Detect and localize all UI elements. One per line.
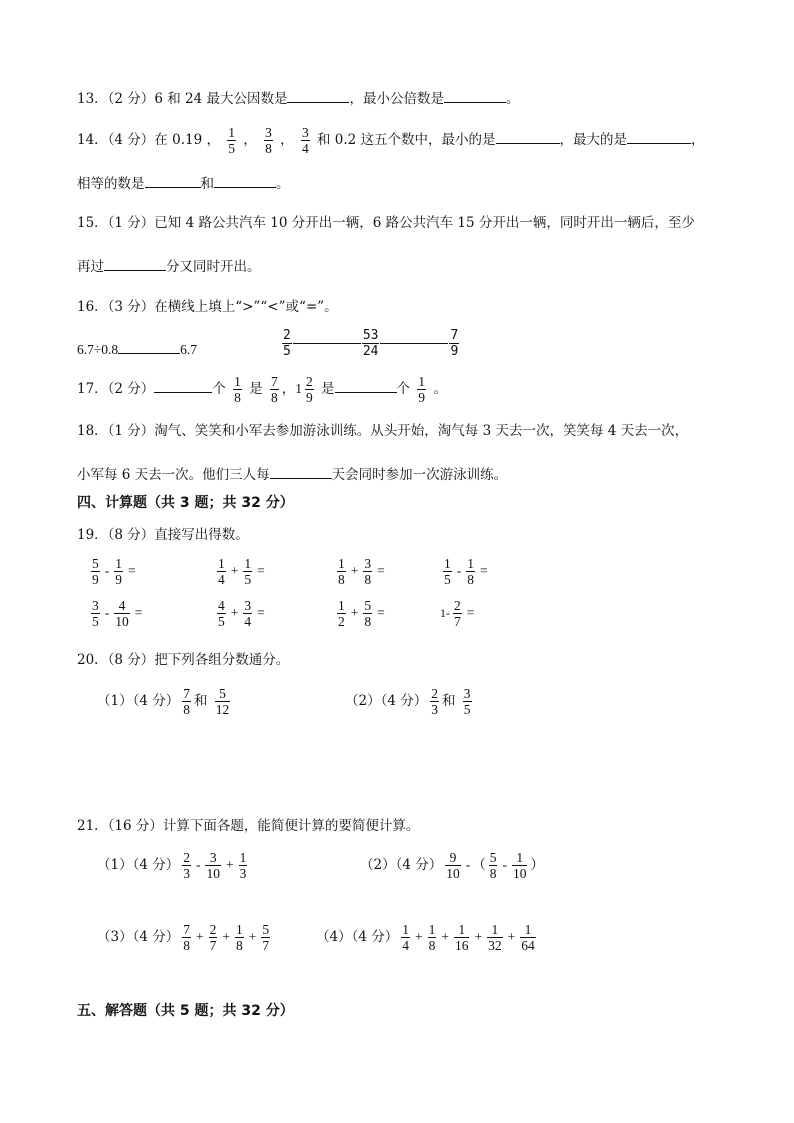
fraction: $\frac{2}{9}$	[305, 374, 313, 405]
section-heading: 四、计算题（共 3 题；共 32 分）	[77, 495, 294, 511]
fraction: $\frac{2}{5}$	[283, 328, 291, 359]
answer-blank[interactable]	[154, 378, 212, 393]
fraction: $\frac{53}{24}$	[362, 328, 379, 359]
fraction: $\frac{1}{9}$	[115, 556, 122, 587]
q20-part1: （1）（4 分） $\frac{7}{8}$ 和 $\frac{5}{12}$	[97, 686, 230, 717]
question-18-line2: 小军每 6 天去一次。他们三人每 天会同时参加一次游泳训练。	[77, 464, 507, 484]
compare-b	[282, 326, 459, 360]
question-14-line2: 相等的数是 和 。	[77, 173, 290, 193]
fraction: $\frac{3}{5}$	[92, 598, 99, 629]
answer-blank[interactable]	[145, 173, 201, 188]
fraction: $\frac{3}{5}$	[463, 686, 471, 717]
fraction: $\frac{1}{8}$	[467, 556, 474, 587]
question-16: 16．（3 分）在横线上填上“>”“<”或“=”。	[77, 299, 338, 315]
calc-item: $\frac{5}{9}$ - $\frac{1}{9}$ =	[92, 556, 136, 587]
fraction: $\frac{1}{4}$	[218, 556, 225, 587]
fraction: $\frac{3}{8}$	[364, 556, 372, 587]
question-18: 18．（1 分）淘气、笑笑和小军去参加游泳训练。从头开始，淘气每 3 天去一次，笑笑每 4 天去一次，	[77, 423, 689, 439]
question-15-line2: 再过 分又同时开出。	[77, 256, 261, 276]
fraction: $\frac{1}{2}$	[338, 598, 345, 629]
calc-item: $\frac{3}{5}$ - $\frac{4}{10}$ =	[92, 598, 143, 629]
fraction: $\frac{7}{9}$	[450, 328, 459, 359]
question-19: 19．（8 分）直接写出得数。	[77, 527, 249, 543]
fraction: $\frac{7}{8}$	[270, 374, 278, 405]
q21-part4: （4）（4 分） $\frac{1}{4}$ + $\frac{1}{8}$ + $\frac{1}{16}$ + $\frac{1}{32}$ + $\frac{1}{64}$	[316, 922, 535, 953]
answer-blank[interactable]	[270, 464, 332, 479]
fraction: $\frac{1}{8}$	[338, 556, 345, 587]
answer-blank[interactable]	[118, 339, 180, 354]
answer-blank[interactable]	[287, 88, 349, 103]
fraction: $\frac{1}{9}$	[418, 374, 426, 405]
calc-item: $\frac{1}{5}$ - $\frac{1}{8}$ =	[444, 556, 488, 587]
fraction: $\frac{2}{7}$	[454, 598, 461, 629]
answer-blank[interactable]	[214, 173, 276, 188]
fraction: $\frac{1}{8}$	[234, 374, 241, 405]
fraction: $\frac{1}{5}$	[244, 556, 252, 587]
calc-item: 1- $\frac{2}{7}$ =	[440, 598, 475, 629]
calc-item: $\frac{4}{5}$ + $\frac{3}{4}$ =	[218, 598, 265, 629]
question-20: 20．（8 分）把下列各组分数通分。	[77, 652, 290, 668]
q21-part2: （2）（4 分） $\frac{9}{10}$ - （ $\frac{5}{8}$ - $\frac{1}{10}$ ）	[360, 850, 544, 881]
answer-blank[interactable]	[335, 378, 397, 393]
fraction: $\frac{3}{8}$	[265, 125, 272, 156]
calc-item: $\frac{1}{8}$ + $\frac{3}{8}$ =	[338, 556, 385, 587]
calc-item: $\frac{1}{4}$ + $\frac{1}{5}$ =	[218, 556, 265, 587]
question-15: 15．（1 分）已知 4 路公共汽车 10 分开出一辆，6 路公共汽车 15 分开出一辆，同时开出一辆后，至少	[77, 215, 695, 231]
fraction: $\frac{5}{8}$	[364, 598, 372, 629]
q21-part3: （3）（4 分） $\frac{7}{8}$ + $\frac{2}{7}$ + $\frac{1}{8}$ + $\frac{5}{7}$	[97, 922, 270, 953]
answer-blank[interactable]	[496, 129, 560, 144]
fraction: $\frac{5}{9}$	[92, 556, 99, 587]
fraction: $\frac{1}{5}$	[444, 556, 451, 587]
compare-a: 6.7÷0.8 6.7	[77, 339, 197, 359]
fraction: $\frac{5}{12}$	[215, 686, 230, 717]
fraction: $\frac{1}{5}$	[228, 125, 235, 156]
q21-part1: （1）（4 分） $\frac{2}{3}$ - $\frac{3}{10}$ + $\frac{1}{3}$	[97, 850, 247, 881]
answer-blank[interactable]	[627, 129, 691, 144]
answer-blank[interactable]	[444, 88, 506, 103]
fraction: $\frac{7}{8}$	[183, 686, 190, 717]
fraction: $\frac{2}{3}$	[431, 686, 438, 717]
section-heading: 五、解答题（共 5 题；共 32 分）	[77, 1003, 294, 1019]
fraction: $\frac{3}{4}$	[244, 598, 252, 629]
calc-item: $\frac{1}{2}$ + $\frac{5}{8}$ =	[338, 598, 385, 629]
question-17: 17．（2 分） 个 $\frac{1}{8}$ 是 $\frac{7}{8}$ ，1 $\frac{2}{9}$ 是 个 $\frac{1}{9}$ 。	[77, 374, 447, 405]
fraction: $\frac{4}{10}$	[115, 598, 129, 629]
question-21: 21．（16 分）计算下面各题，能简便计算的要简便计算。	[77, 818, 420, 834]
answer-blank[interactable]	[104, 256, 166, 271]
question-14: 14．（4 分）在 0.19 ， $\frac{1}{5}$ ， $\frac{3}{8}$ ， $\frac{3}{4}$ 和 0.2 这五个数中，最小的是 ，最大的是 ，	[77, 125, 705, 156]
answer-blank[interactable]	[293, 343, 361, 344]
fraction: $\frac{3}{4}$	[301, 125, 309, 156]
answer-blank[interactable]	[380, 343, 448, 344]
q20-part2: （2）（4 分） $\frac{2}{3}$ 和 $\frac{3}{5}$	[345, 686, 471, 717]
fraction: $\frac{4}{5}$	[218, 598, 225, 629]
question-13: 13．（2 分）6 和 24 最大公因数是 ，最小公倍数是 。	[77, 88, 519, 108]
